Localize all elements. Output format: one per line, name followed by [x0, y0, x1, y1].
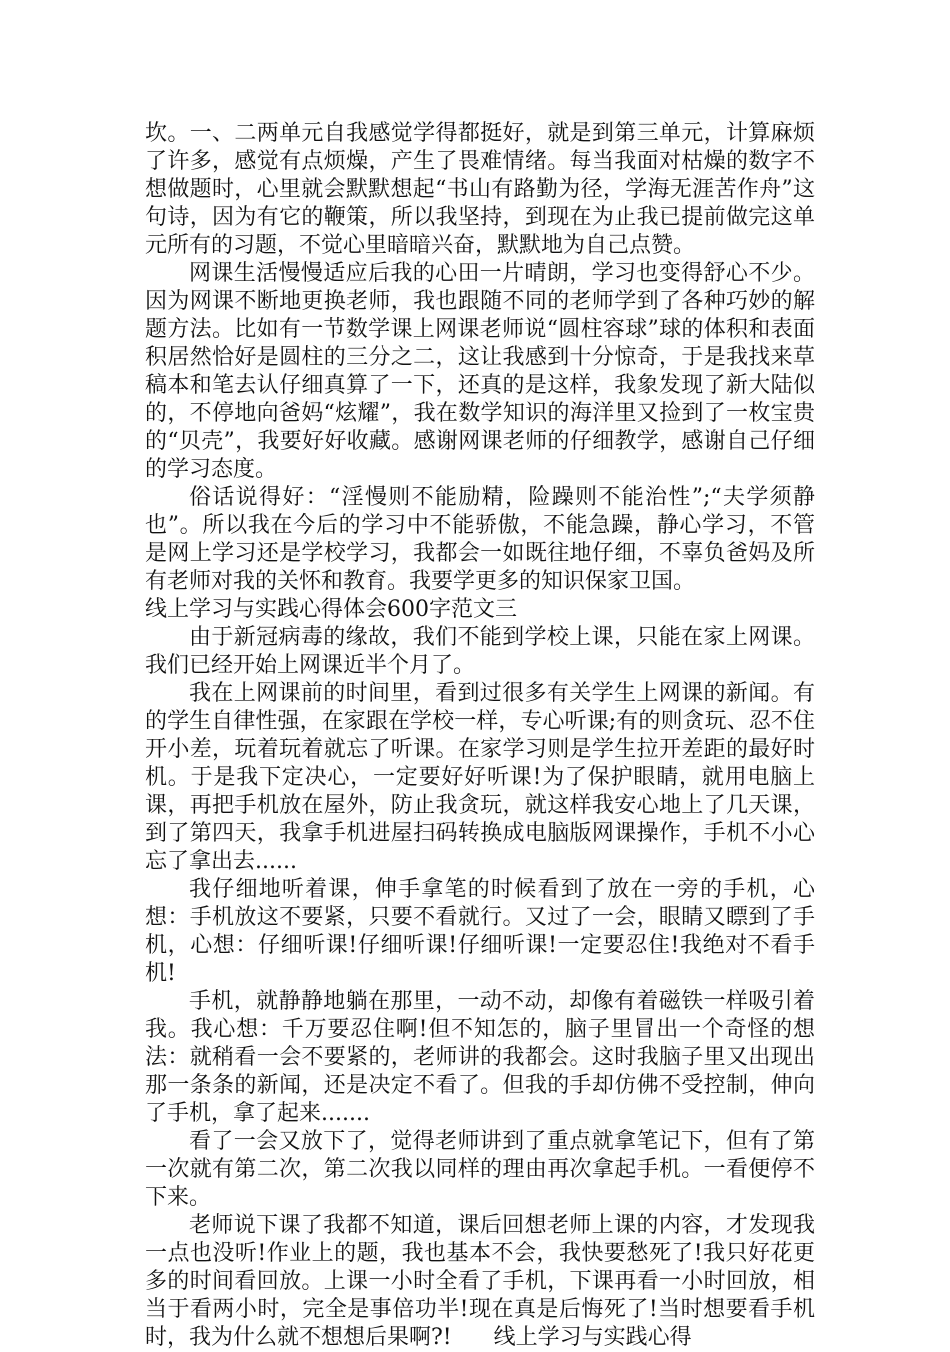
paragraph-9-text: 老师说下课了我都不知道，课后回想老师上课的内容，才发现我一点也没听!作业上的题，我也基本不会，我快要愁死了!我只好花更多的时间看回放。上课一小时全看了手机，下课再看一小时回放，相当于看两小时，完全是事倍功半!现在真是后悔死了!当时想要看手机时，我为什么就不想想后果啊?! — [145, 1213, 815, 1350]
paragraph-5: 我在上网课前的时间里，看到过很多有关学生上网课的新闻。有的学生自律性强，在家跟在学校一样，专心听课;有的则贪玩、忍不住开小差，玩着玩着就忘了听课。在家学习则是学生拉开差距的最好时机。于是我下定决心，一定要好好听课!为了保护眼睛，就用电脑上课，再把手机放在屋外，防止我贪玩，就这样我安心地上了几天课，到了第四天，我拿手机进屋扫码转换成电脑版网课操作，手机不小心忘了拿出去...... — [145, 681, 815, 874]
paragraph-4: 由于新冠病毒的缘故，我们不能到学校上课，只能在家上网课。我们已经开始上网课近半个月了。 — [145, 625, 815, 678]
paragraph-2: 网课生活慢慢适应后我的心田一片晴朗，学习也变得舒心不少。因为网课不断地更换老师，我也跟随不同的老师学到了各种巧妙的解题方法。比如有一节数学课上网课老师说“圆柱容球”球的体积和表面积居然恰好是圆柱的三分之二，这让我感到十分惊奇，于是我找来草稿本和笔去认仔细真算了一下，还真的是这样，我象发现了新大陆似的，不停地向爸妈“炫耀”，我在数学知识的海洋里又捡到了一枚宝贵的“贝壳”，我要好好收藏。感谢网课老师的仔细教学，感谢自己仔细的学习态度。 — [145, 261, 815, 482]
section-heading: 线上学习与实践心得体会600字范文三 — [145, 597, 517, 622]
paragraph-6: 我仔细地听着课，伸手拿笔的时候看到了放在一旁的手机，心想：手机放这不要紧，只要不看就行。又过了一会，眼睛又瞟到了手机，心想：仔细听课!仔细听课!仔细听课!一定要忍住!我绝对不看手机! — [145, 877, 815, 986]
paragraph-9 — [145, 1212, 815, 1352]
paragraph-1: 坎。一、二两单元自我感觉学得都挺好，就是到第三单元，计算麻烦了许多，感觉有点烦燥，产生了畏难情绪。每当我面对枯燥的数字不想做题时，心里就会默默想起“书山有路勤为径，学海无涯苦作舟”这句诗，因为有它的鞭策，所以我坚持，到现在为止我已提前做完这单元所有的习题，不觉心里暗暗兴奋，默默地为自己点赞。 — [145, 121, 815, 258]
paragraph-7: 手机，就静静地躺在那里，一动不动，却像有着磁铁一样吸引着我。我心想：千万要忍住啊!但不知怎的，脑子里冒出一个奇怪的想法：就稍看一会不要紧的，老师讲的我都会。这时我脑子里又出现出那一条条的新闻，还是决定不看了。但我的手却仿佛不受控制，伸向了手机，拿了起来....... — [145, 989, 815, 1126]
document-body — [145, 120, 815, 1352]
paragraph-8: 看了一会又放下了，觉得老师讲到了重点就拿笔记下，但有了第一次就有第二次，第二次我以同样的理由再次拿起手机。一看便停不下来。 — [145, 1129, 815, 1210]
paragraph-3: 俗话说得好：“淫慢则不能励精，险躁则不能治性”;“夫学须静也”。所以我在今后的学习中不能骄傲，不能急躁，静心学习，不管是网上学习还是学校学习，我都会一如既往地仔细，不辜负爸妈及所有老师对我的关怀和教育。我要学更多的知识保家卫国。 — [145, 485, 815, 594]
next-section-title-fragment: 线上学习与实践心得 — [493, 1325, 692, 1350]
paragraph-9-gap — [452, 1325, 494, 1350]
